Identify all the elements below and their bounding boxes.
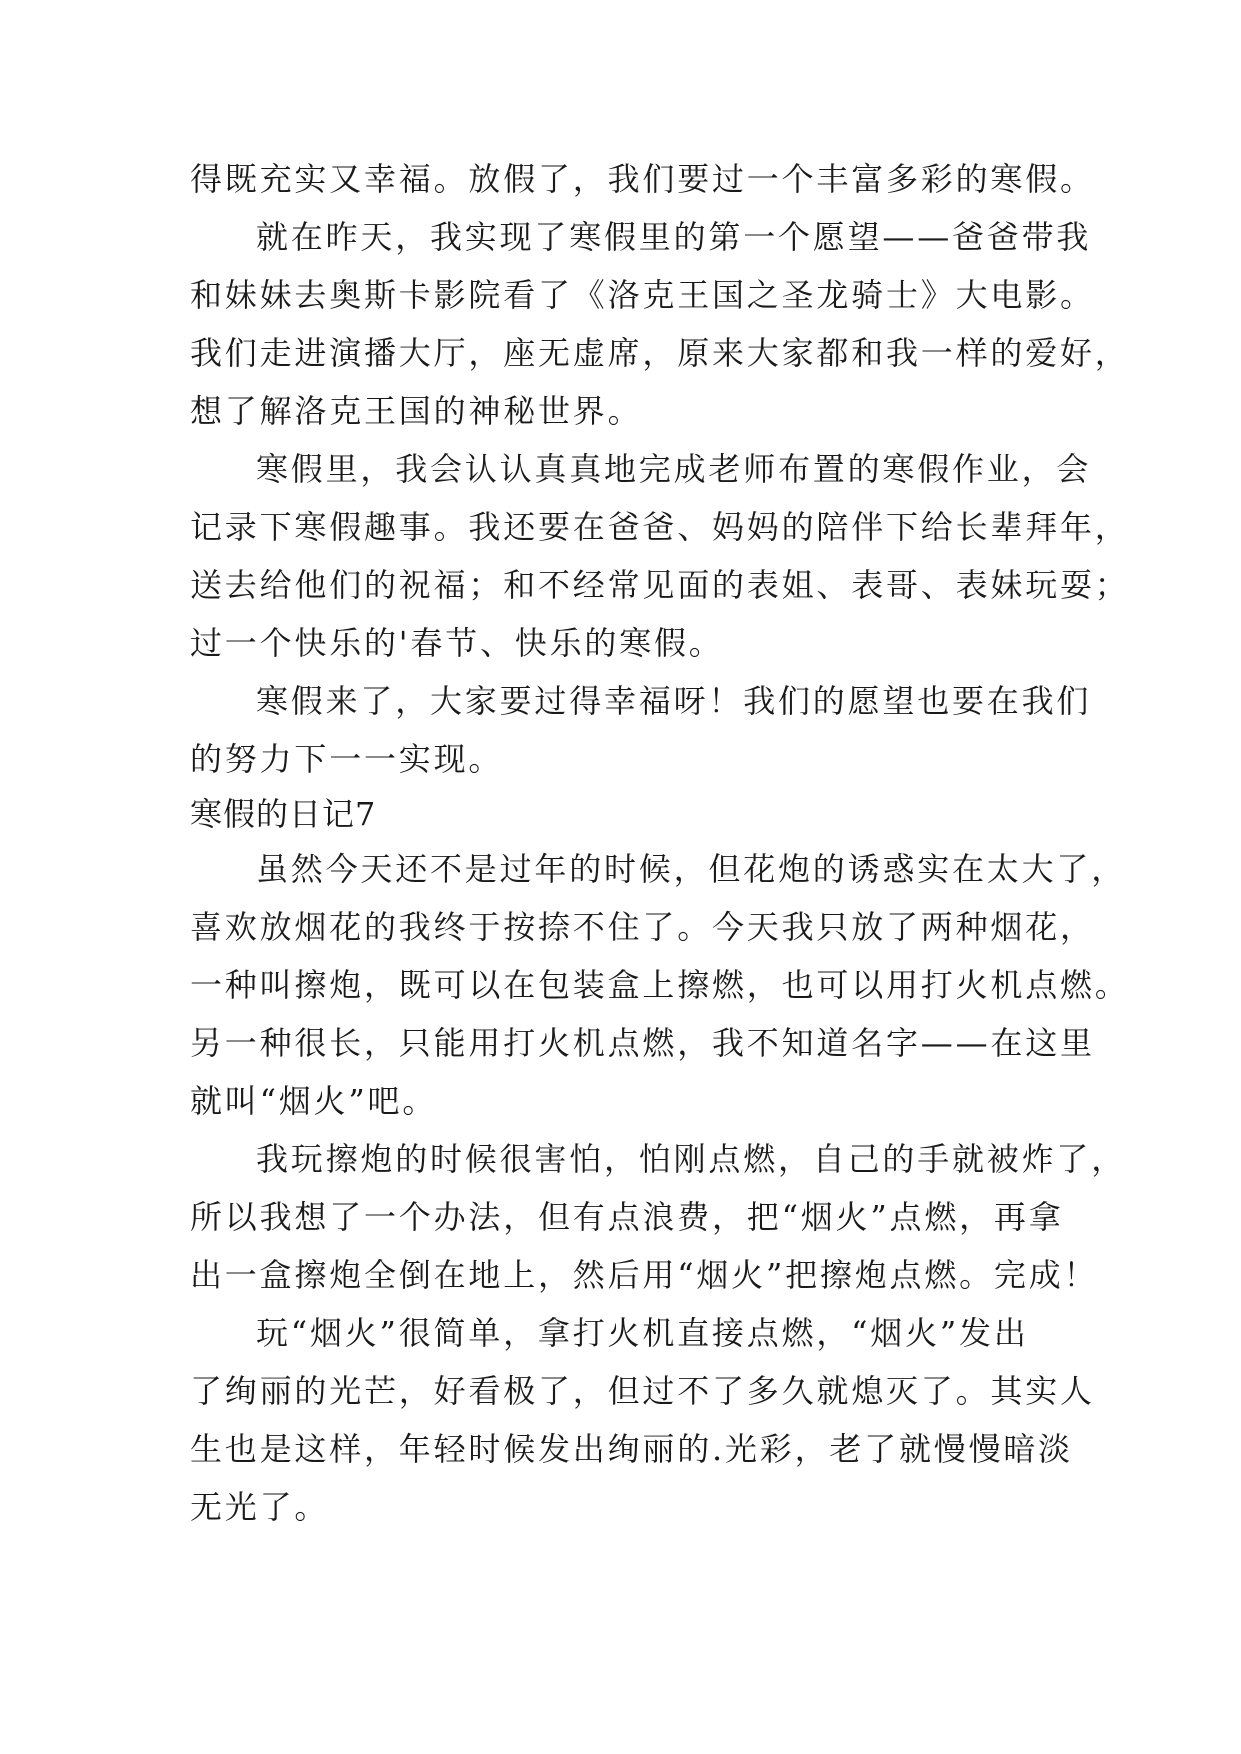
- text-line: 一种叫擦炮，既可以在包装盒上擦燃，也可以用打火机点燃。: [190, 966, 1130, 1004]
- text-line: 寒假来了，大家要过得幸福呀！我们的愿望也要在我们: [256, 682, 1092, 720]
- text-line: 送去给他们的祝福；和不经常见面的表姐、表哥、表妹玩耍；: [190, 566, 1130, 604]
- text-line: 无光了。: [190, 1488, 330, 1526]
- text-line: 我们走进演播大厅，座无虚席，原来大家都和我一样的爱好，: [190, 334, 1130, 372]
- text-line: 生也是这样，年轻时候发出绚丽的.光彩，老了就慢慢暗淡: [190, 1430, 1073, 1468]
- text-line: 玩“烟火”很简单，拿打火机直接点燃，“烟火”发出: [256, 1314, 1029, 1352]
- text-line: 寒假里，我会认认真真地完成老师布置的寒假作业，会: [256, 450, 1092, 488]
- text-line: 喜欢放烟花的我终于按捺不住了。今天我只放了两种烟花，: [190, 908, 1095, 946]
- text-line: 的努力下一一实现。: [190, 740, 504, 778]
- text-line: 和妹妹去奥斯卡影院看了《洛克王国之圣龙骑士》大电影。: [190, 276, 1095, 314]
- text-line: 出一盒擦炮全倒在地上，然后用“烟火”把擦炮点燃。完成！: [190, 1256, 1099, 1294]
- text-line: 我玩擦炮的时候很害怕，怕刚点燃，自己的手就被炸了，: [256, 1140, 1127, 1178]
- text-line: 就在昨天，我实现了寒假里的第一个愿望——爸爸带我: [256, 218, 1092, 256]
- text-line: 就叫“烟火”吧。: [190, 1082, 438, 1120]
- text-line: 记录下寒假趣事。我还要在爸爸、妈妈的陪伴下给长辈拜年，: [190, 508, 1130, 546]
- text-line: 想了解洛克王国的神秘世界。: [190, 392, 643, 430]
- text-line: 了绚丽的光芒，好看极了，但过不了多久就熄灭了。其实人: [190, 1372, 1095, 1410]
- section-heading: 寒假的日记7: [190, 795, 377, 833]
- text-line: 得既充实又幸福。放假了，我们要过一个丰富多彩的寒假。: [190, 160, 1095, 198]
- text-line: 另一种很长，只能用打火机点燃，我不知道名字——在这里: [190, 1024, 1095, 1062]
- text-line: 过一个快乐的'春节、快乐的寒假。: [190, 624, 724, 662]
- text-line: 所以我想了一个办法，但有点浪费，把“烟火”点燃，再拿: [190, 1198, 1064, 1236]
- text-line: 虽然今天还不是过年的时候，但花炮的诱惑实在太大了，: [256, 850, 1127, 888]
- document-body: [190, 150, 1130, 1536]
